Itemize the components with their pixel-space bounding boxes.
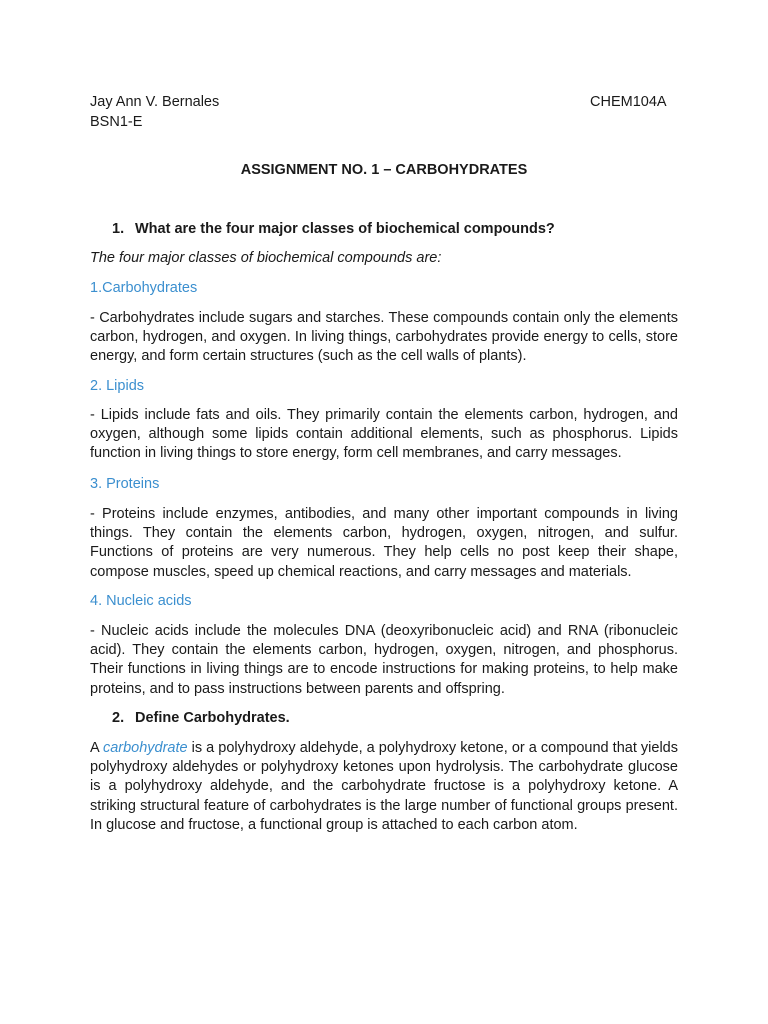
class-description-lipids: - Lipids include fats and oils. They primarily contain the elements carbon, hydrogen, and oxygen, although some lipids contain additional elements, such as phosphorus. Lipids function in living things to store energy, form cell membranes, and carry messages. [90,407,678,462]
answer-prefix: A [90,740,103,756]
class-label-carbohydrates: 1.Carbohydrates [90,280,198,296]
question-2-answer [90,739,678,835]
question-1-text: What are the four major classes of biochemical compounds? [135,221,555,237]
answer-term-carbohydrate: carbohydrate [102,740,188,756]
question-1-intro: The four major classes of biochemical compounds are: [90,250,442,266]
student-section: BSN1-E [90,114,143,130]
question-1-number: 1. [112,221,125,237]
class-label-nucleic-acids: 4. Nucleic acids [90,593,192,609]
class-description-proteins: - Proteins include enzymes, antibodies, and many other important compounds in living things. They contain the elements carbon, hydrogen, oxygen, nitrogen, and sulfur. Functions of proteins are very numerous. They help cells no post keep their shape, compose muscles, speed up chemical reactions, and carry messages and materials. [90,506,678,580]
course-code: CHEM104A [590,94,667,110]
student-name: Jay Ann V. Bernales [90,94,220,110]
class-label-lipids: 2. Lipids [90,378,145,394]
question-2-text: Define Carbohydrates. [135,710,290,726]
answer-body: is a polyhydroxy aldehyde, a polyhydroxy ketone, or a compound that yields polyhydroxy aldehydes or polyhydroxy ketones upon hydrolysis. The carbohydrate glucose is a polyhydroxy aldehyde, and the carbohydrate fructose is a polyhydroxy ketone. A striking structural feature of carbohydrates is the large number of functional groups present. In glucose and fructose, a functional group is attached to each carbon atom. [90,740,679,833]
class-description-nucleic-acids: - Nucleic acids include the molecules DNA (deoxyribonucleic acid) and RNA (ribonucleic acid). They contain the elements carbon, hydrogen, oxygen, nitrogen, and phosphorus. Their functions in living things are to encode instructions for making proteins, to help make proteins, and to pass instructions between parents and offspring. [90,623,678,697]
class-label-proteins: 3. Proteins [90,476,160,492]
class-description-carbohydrates: - Carbohydrates include sugars and starches. These compounds contain only the elements carbon, hydrogen, and oxygen. In living things, carbohydrates provide energy to cells, store energy, and form certain structures (such as the cell walls of plants). [90,310,678,365]
question-2-number: 2. [112,710,125,726]
assignment-title: ASSIGNMENT NO. 1 – CARBOHYDRATES [240,162,528,178]
